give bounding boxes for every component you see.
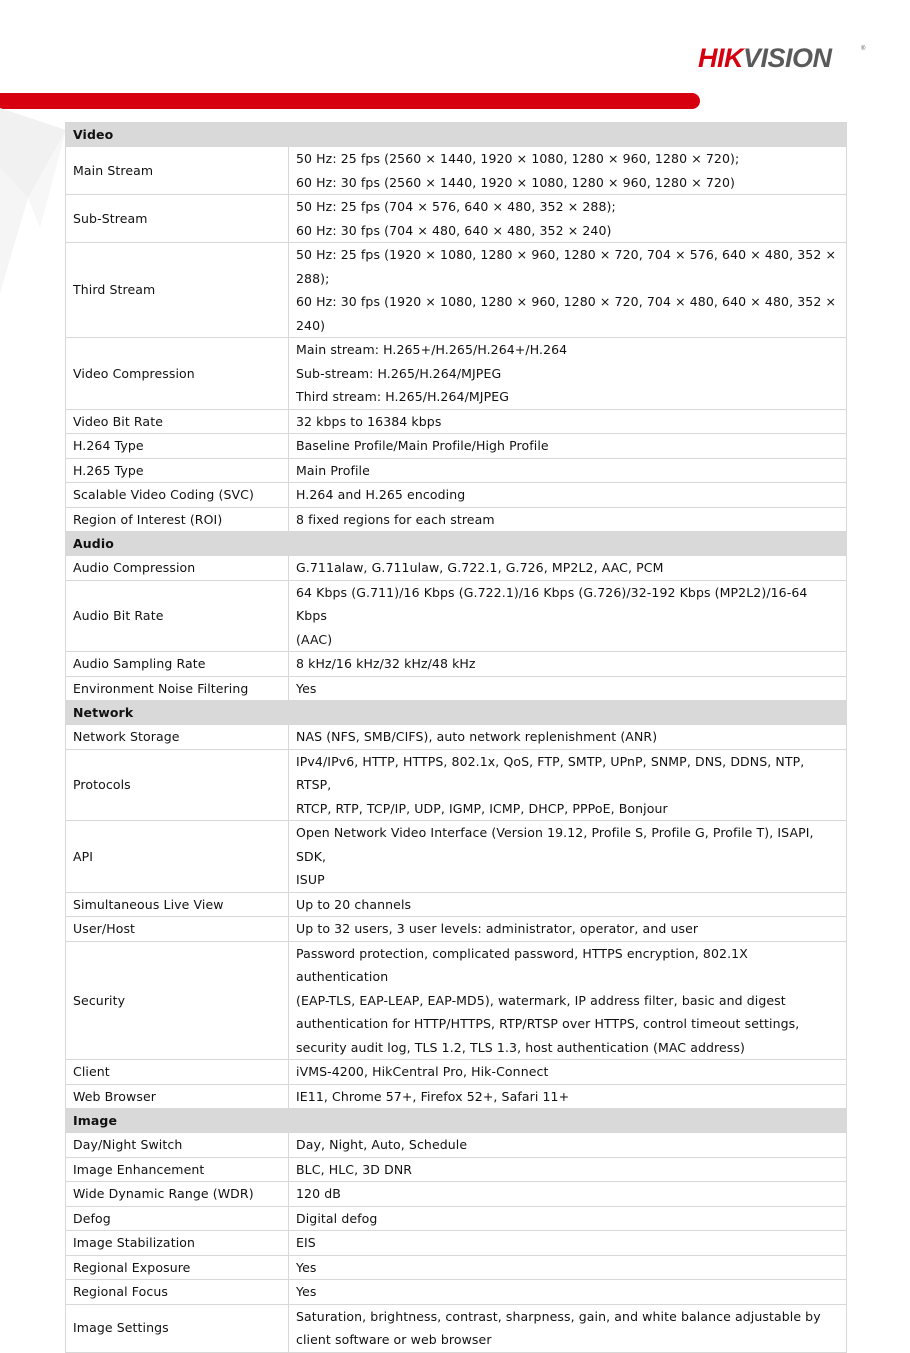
spec-label: Main Stream bbox=[66, 147, 289, 195]
table-row bbox=[66, 1255, 847, 1280]
spec-value-line: 32 kbps to 16384 kbps bbox=[296, 413, 442, 429]
spec-label: Simultaneous Live View bbox=[66, 892, 289, 917]
table-row bbox=[66, 147, 847, 195]
section-title: Audio bbox=[66, 532, 847, 556]
spec-value-line: 50 Hz: 25 fps (2560 × 1440, 1920 × 1080, 1280 × 960, 1280 × 720); bbox=[296, 151, 740, 166]
spec-label: Image Settings bbox=[66, 1304, 289, 1352]
spec-label: Third Stream bbox=[66, 243, 289, 338]
table-row bbox=[66, 338, 847, 410]
table-row bbox=[66, 1182, 847, 1207]
spec-value bbox=[289, 1060, 847, 1085]
spec-value bbox=[289, 580, 847, 652]
spec-label: Day/Night Switch bbox=[66, 1133, 289, 1158]
spec-value bbox=[289, 507, 847, 532]
spec-value bbox=[289, 434, 847, 459]
spec-label: Audio Bit Rate bbox=[66, 580, 289, 652]
table-row bbox=[66, 1206, 847, 1231]
spec-value-line: EIS bbox=[296, 1235, 316, 1250]
spec-label: Environment Noise Filtering bbox=[66, 676, 289, 701]
table-row bbox=[66, 917, 847, 942]
spec-value bbox=[289, 1157, 847, 1182]
spec-label: Web Browser bbox=[66, 1084, 289, 1109]
spec-value-line: 50 Hz: 25 fps (1920 × 1080, 1280 × 960, 1280 × 720, 704 × 576, 640 × 480, 352 × 288); bbox=[296, 247, 837, 286]
spec-label: Video Bit Rate bbox=[66, 409, 289, 434]
spec-value-line: Main Profile bbox=[296, 462, 370, 478]
spec-value-line: Up to 20 channels bbox=[296, 896, 412, 912]
spec-value-line: 120 dB bbox=[296, 1186, 341, 1201]
spec-label: Client bbox=[66, 1060, 289, 1085]
spec-value bbox=[289, 725, 847, 750]
table-row bbox=[66, 1304, 847, 1352]
spec-value-line: G.711alaw, G.711ulaw, G.722.1, G.726, MP2L2, AAC, PCM bbox=[296, 560, 664, 575]
spec-label: Security bbox=[66, 941, 289, 1060]
spec-value bbox=[289, 676, 847, 701]
spec-label: Protocols bbox=[66, 749, 289, 821]
svg-text:HIKVISION: HIKVISION bbox=[698, 43, 832, 73]
spec-value bbox=[289, 458, 847, 483]
spec-value-line: RTCP, RTP, TCP/IP, UDP, IGMP, ICMP, DHCP, PPPoE, Bonjour bbox=[296, 800, 668, 816]
table-row bbox=[66, 1084, 847, 1109]
spec-value bbox=[289, 556, 847, 581]
spec-value-line: Yes bbox=[296, 1284, 317, 1299]
spec-label: Region of Interest (ROI) bbox=[66, 507, 289, 532]
spec-value-line: 8 fixed regions for each stream bbox=[296, 511, 495, 527]
spec-label: Defog bbox=[66, 1206, 289, 1231]
spec-value-line: Sub-stream: H.265/H.264/MJPEG bbox=[296, 365, 502, 381]
spec-value-line: IPv4/IPv6, HTTP, HTTPS, 802.1x, QoS, FTP, SMTP, UPnP, SNMP, DNS, DDNS, NTP, RTSP, bbox=[296, 753, 805, 792]
spec-label: H.264 Type bbox=[66, 434, 289, 459]
spec-label: Regional Exposure bbox=[66, 1255, 289, 1280]
table-row bbox=[66, 580, 847, 652]
spec-label: Audio Compression bbox=[66, 556, 289, 581]
spec-label: Image Stabilization bbox=[66, 1231, 289, 1256]
section-header-image bbox=[66, 1109, 847, 1133]
section-title: Video bbox=[66, 123, 847, 147]
section-header-network bbox=[66, 701, 847, 725]
spec-value-line: BLC, HLC, 3D DNR bbox=[296, 1161, 413, 1177]
table-row bbox=[66, 941, 847, 1060]
spec-value-line: 60 Hz: 30 fps (2560 × 1440, 1920 × 1080, 1280 × 960, 1280 × 720) bbox=[296, 174, 735, 190]
spec-value-line: Saturation, brightness, contrast, sharpness, gain, and white balance adjustable by bbox=[296, 1308, 821, 1324]
table-row bbox=[66, 1231, 847, 1256]
spec-label: Scalable Video Coding (SVC) bbox=[66, 483, 289, 508]
spec-value bbox=[289, 1133, 847, 1158]
table-row bbox=[66, 483, 847, 508]
spec-value bbox=[289, 1280, 847, 1305]
spec-value bbox=[289, 821, 847, 893]
spec-value-line: Open Network Video Interface (Version 19.12, Profile S, Profile G, Profile T), ISAPI, SDK, bbox=[296, 825, 814, 864]
spec-value-line: 60 Hz: 30 fps (704 × 480, 640 × 480, 352 × 240) bbox=[296, 222, 612, 238]
spec-value bbox=[289, 892, 847, 917]
spec-value bbox=[289, 1206, 847, 1231]
spec-label: User/Host bbox=[66, 917, 289, 942]
spec-value bbox=[289, 941, 847, 1060]
spec-value-line: 64 Kbps (G.711)/16 Kbps (G.722.1)/16 Kbps (G.726)/32-192 Kbps (MP2L2)/16-64 Kbps bbox=[296, 584, 808, 623]
spec-value bbox=[289, 338, 847, 410]
hikvision-logo bbox=[698, 40, 868, 74]
spec-label: Audio Sampling Rate bbox=[66, 652, 289, 677]
table-row bbox=[66, 243, 847, 338]
table-row bbox=[66, 1133, 847, 1158]
spec-label: Wide Dynamic Range (WDR) bbox=[66, 1182, 289, 1207]
spec-value-line: 8 kHz/16 kHz/32 kHz/48 kHz bbox=[296, 656, 476, 671]
spec-label: Regional Focus bbox=[66, 1280, 289, 1305]
spec-value bbox=[289, 147, 847, 195]
section-header-video bbox=[66, 123, 847, 147]
spec-value bbox=[289, 1182, 847, 1207]
spec-value bbox=[289, 1084, 847, 1109]
spec-label: Image Enhancement bbox=[66, 1157, 289, 1182]
spec-value-line: Digital defog bbox=[296, 1210, 378, 1226]
table-row bbox=[66, 556, 847, 581]
table-row bbox=[66, 821, 847, 893]
spec-value-line: Main stream: H.265+/H.265/H.264+/H.264 bbox=[296, 342, 568, 357]
spec-value bbox=[289, 483, 847, 508]
spec-value-line: ISUP bbox=[296, 872, 325, 887]
watermark-decoration bbox=[0, 108, 68, 293]
spec-value-line: H.264 and H.265 encoding bbox=[296, 487, 466, 502]
section-title: Image bbox=[66, 1109, 847, 1133]
spec-label: Network Storage bbox=[66, 725, 289, 750]
spec-value-line: 50 Hz: 25 fps (704 × 576, 640 × 480, 352 × 288); bbox=[296, 199, 616, 214]
spec-value bbox=[289, 652, 847, 677]
table-row bbox=[66, 507, 847, 532]
spec-value-line: authentication for HTTP/HTTPS, RTP/RTSP over HTTPS, control timeout settings, bbox=[296, 1016, 800, 1031]
spec-value-line: Third stream: H.265/H.264/MJPEG bbox=[296, 389, 509, 404]
spec-value-line: NAS (NFS, SMB/CIFS), auto network replenishment (ANR) bbox=[296, 729, 658, 744]
table-row bbox=[66, 725, 847, 750]
spec-label: H.265 Type bbox=[66, 458, 289, 483]
spec-value-line: client software or web browser bbox=[296, 1332, 492, 1347]
spec-value bbox=[289, 243, 847, 338]
table-row bbox=[66, 409, 847, 434]
table-row bbox=[66, 458, 847, 483]
svg-text:®: ® bbox=[861, 46, 866, 52]
spec-value-line: Day, Night, Auto, Schedule bbox=[296, 1137, 468, 1152]
table-row bbox=[66, 676, 847, 701]
table-row bbox=[66, 1157, 847, 1182]
table-row bbox=[66, 652, 847, 677]
header-red-bar bbox=[0, 93, 700, 109]
spec-value-line: iVMS-4200, HikCentral Pro, Hik-Connect bbox=[296, 1064, 549, 1079]
spec-value-line: IE11, Chrome 57+, Firefox 52+, Safari 11+ bbox=[296, 1088, 570, 1104]
spec-value-line: (AAC) bbox=[296, 631, 333, 647]
spec-value-line: Password protection, complicated password, HTTPS encryption, 802.1X authentication bbox=[296, 945, 748, 984]
spec-table bbox=[65, 122, 847, 1353]
spec-value-line: Yes bbox=[296, 680, 317, 696]
spec-label: API bbox=[66, 821, 289, 893]
spec-value bbox=[289, 749, 847, 821]
spec-value bbox=[289, 1304, 847, 1352]
spec-value-line: Baseline Profile/Main Profile/High Profile bbox=[296, 438, 549, 453]
spec-value bbox=[289, 917, 847, 942]
table-row bbox=[66, 1060, 847, 1085]
spec-value-line: security audit log, TLS 1.2, TLS 1.3, host authentication (MAC address) bbox=[296, 1039, 745, 1055]
spec-value bbox=[289, 195, 847, 243]
table-row bbox=[66, 749, 847, 821]
table-row bbox=[66, 434, 847, 459]
table-row bbox=[66, 892, 847, 917]
spec-value-line: 60 Hz: 30 fps (1920 × 1080, 1280 × 960, 1280 × 720, 704 × 480, 640 × 480, 352 × 240) bbox=[296, 294, 837, 333]
table-row bbox=[66, 1280, 847, 1305]
spec-value bbox=[289, 1255, 847, 1280]
spec-label: Video Compression bbox=[66, 338, 289, 410]
spec-value bbox=[289, 1231, 847, 1256]
spec-value-line: Up to 32 users, 3 user levels: administrator, operator, and user bbox=[296, 921, 699, 936]
section-title: Network bbox=[66, 701, 847, 725]
spec-value-line: (EAP-TLS, EAP-LEAP, EAP-MD5), watermark, IP address filter, basic and digest bbox=[296, 992, 786, 1008]
section-header-audio bbox=[66, 532, 847, 556]
spec-value-line: Yes bbox=[296, 1259, 317, 1275]
table-row bbox=[66, 195, 847, 243]
spec-label: Sub-Stream bbox=[66, 195, 289, 243]
spec-value bbox=[289, 409, 847, 434]
